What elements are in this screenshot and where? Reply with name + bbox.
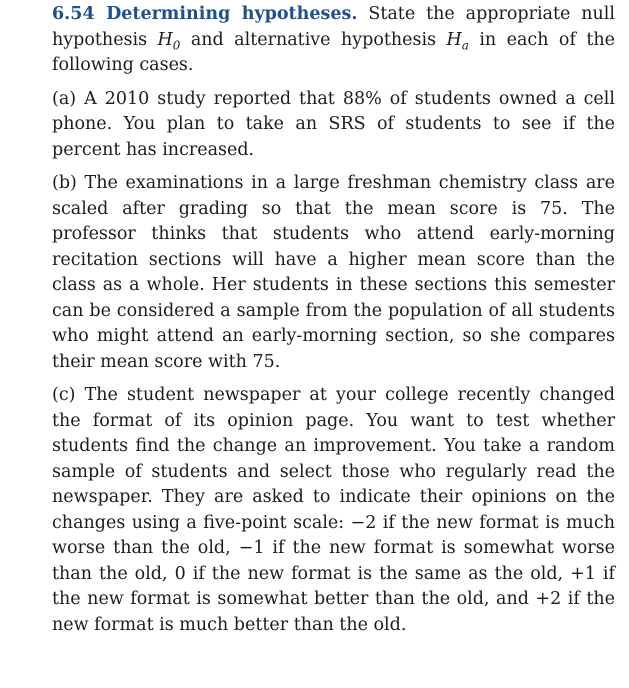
part-b-label: (b) — [52, 173, 77, 193]
problem-title: Determining hypotheses. — [106, 4, 358, 24]
intro-text-1: State the appropriate null hypothesis — [52, 4, 616, 50]
part-c-label: (c) — [52, 385, 76, 405]
intro-text-3: in each of the following cases. — [52, 29, 615, 75]
problem-heading — [52, 4, 357, 24]
part-a-label: (a) — [52, 88, 77, 109]
part-a — [52, 87, 615, 164]
part-a-text: A 2010 study reported that 88% of students owned a cell phone. You plan to take an SRS of students to see if the percent has increased. — [52, 88, 615, 160]
part-b — [52, 171, 615, 375]
problem-intro — [52, 2, 615, 79]
null-hypothesis-symbol: $H_0$ — [157, 29, 181, 52]
part-b-text: The examinations in a large freshman chemistry class are scaled after grading so that the mean score is 75. The professor thinks that students who attend early-morning recitation sections will have a higher mean score than the class as a whole. Her students in these sections this semester can be considered a sample from the population of all students who might attend an early-morning section, so she compares their mean score with 75. — [52, 173, 615, 372]
problem-number: 6.54 — [52, 4, 95, 24]
intro-text-2: and alternative hypothesis — [180, 29, 447, 50]
part-c-text: The student newspaper at your college recently changed the format of its opinion page. You want to test whether students find the change an improvement. You take a random sample of students and select those who regularly read the newspaper. They are asked to indicate their opinions on the changes using a five-point scale: −2 if the new format is much worse than the old, −1 if the new format is somewhat worse than the old, 0 if the new format is the same as the old, +1 if the new format is somewhat better than the old, and +2 if the new format is much better than the old. — [52, 385, 615, 635]
part-c — [52, 383, 615, 638]
alternative-hypothesis-symbol: $H_a$ — [446, 29, 469, 52]
